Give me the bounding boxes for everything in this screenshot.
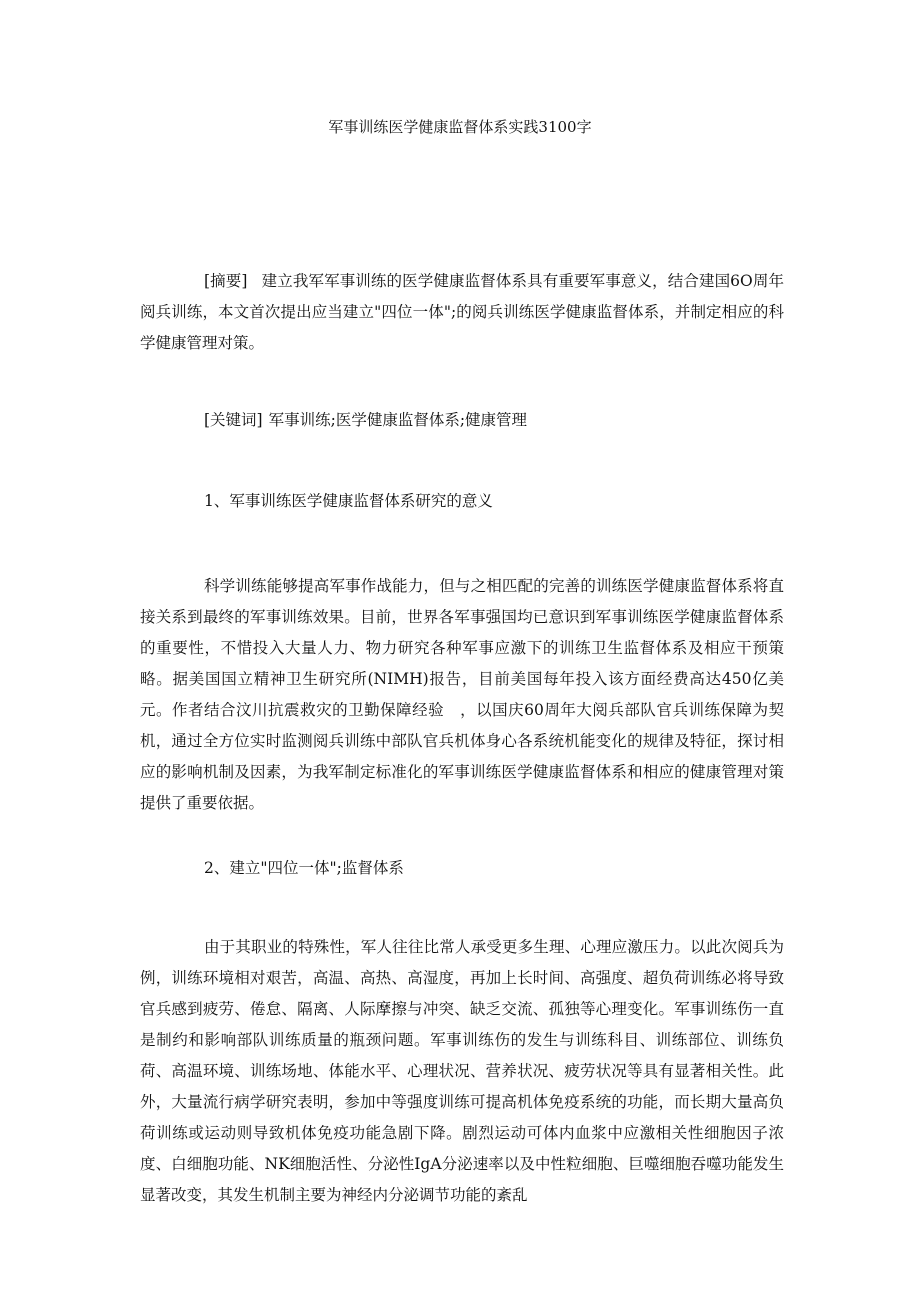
keywords-label: [关键词] (204, 411, 263, 429)
keywords-text: 军事训练;医学健康监督体系;健康管理 (268, 411, 528, 429)
section-2-heading: 2、建立"四位一体";监督体系 (204, 859, 404, 877)
keywords-line (204, 405, 784, 436)
abstract-text: 建立我军军事训练的医学健康监督体系具有重要军事意义，结合建国6O周年阅兵训练，本文首次提出应当建立"四位一体";的阅兵训练医学健康监督体系，并制定相应的科学健康管理对策。 (140, 272, 784, 352)
abstract-paragraph (140, 266, 784, 359)
section-1-paragraph: 科学训练能够提高军事作战能力，但与之相匹配的完善的训练医学健康监督体系将直接关系到最终的军事训练效果。目前，世界各军事强国均已意识到军事训练医学健康监督体系的重要性，不惜投入大量人力、物力研究各种军事应激下的训练卫生监督体系及相应干预策略。据美国国立精神卫生研究所(NIMH)报告，目前美国每年投入该方面经费高达450亿美元。作者结合汶川抗震救灾的卫勤保障经验 ，以国庆60周年大阅兵部队官兵训练保障为契机，通过全方位实时监测阅兵训练中部队官兵机体身心各系统机能变化的规律及特征，探讨相应的影响机制及因素，为我军制定标准化的军事训练医学健康监督体系和相应的健康管理对策提供了重要依据。 (140, 577, 784, 812)
section-1-heading: 1、军事训练医学健康监督体系研究的意义 (204, 492, 493, 510)
abstract-label: [摘要] (204, 272, 248, 290)
document-title: 军事训练医学健康监督体系实践3100字 (328, 118, 592, 136)
section-2-paragraph: 由于其职业的特殊性，军人往往比常人承受更多生理、心理应激压力。以此次阅兵为例，训练环境相对艰苦，高温、高热、高湿度，再加上长时间、高强度、超负荷训练必将导致官兵感到疲劳、倦怠、隔离、人际摩擦与冲突、缺乏交流、孤独等心理变化。军事训练伤一直是制约和影响部队训练质量的瓶颈问题。军事训练伤的发生与训练科目、训练部位、训练负荷、高温环境、训练场地、体能水平、心理状况、营养状况、疲劳状况等具有显著相关性。此外，大量流行病学研究表明，参加中等强度训练可提高机体免疫系统的功能，而长期大量高负荷训练或运动则导致机体免疫功能急剧下降。剧烈运动可体内血浆中应激相关性细胞因子浓度、白细胞功能、NK细胞活性、分泌性IgA分泌速率以及中性粒细胞、巨噬细胞吞噬功能发生显著改变，其发生机制主要为神经内分泌调节功能的紊乱 (140, 938, 784, 1204)
